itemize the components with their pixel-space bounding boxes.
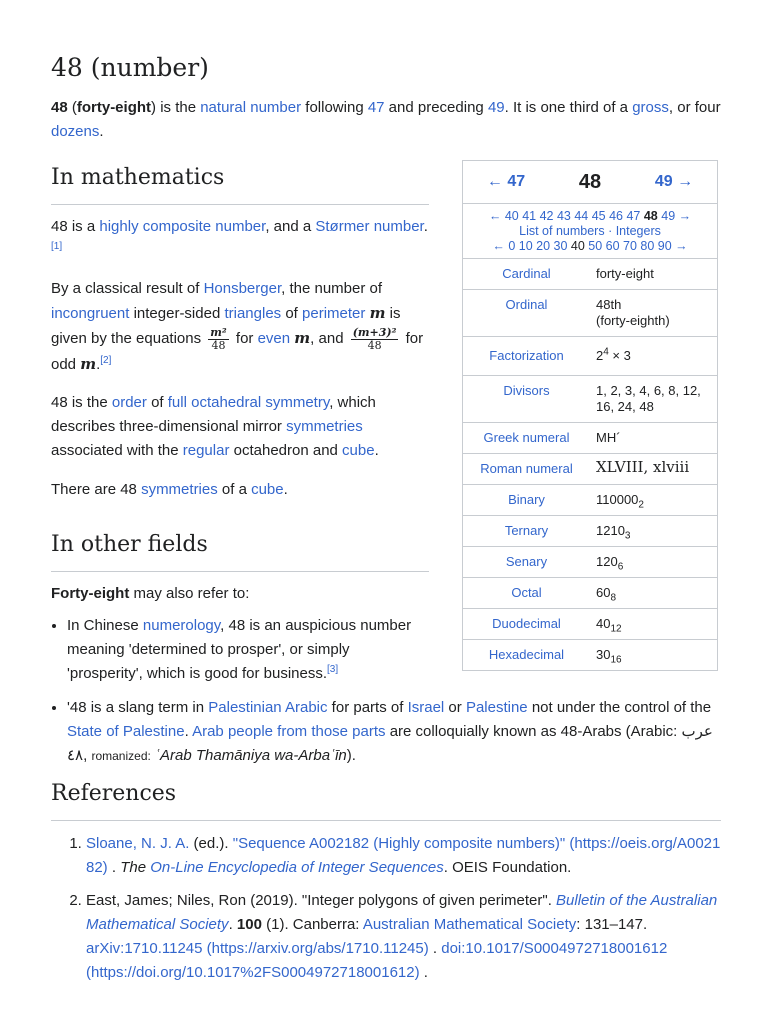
- infobox-row-cardinal: [463, 259, 717, 290]
- infobox-label[interactable]: Senary: [505, 554, 548, 569]
- nav-range-ones[interactable]: ← 40 41 42 43 44 45 46 47: [488, 209, 644, 223]
- page-title: 48 (number): [51, 53, 209, 82]
- references-section: [51, 778, 721, 994]
- infobox-row-roman: [463, 454, 717, 485]
- infobox-value: $2^4 \times 3$: [596, 346, 631, 363]
- gross-link[interactable]: gross: [632, 99, 669, 116]
- section-heading-references: References: [51, 778, 721, 821]
- arabic-text: عرب ٤٨: [67, 723, 713, 764]
- doi-link[interactable]: doi:10.1017/S0004972718001612 (https://doi.org/10.1017%2FS0004972718001612): [86, 940, 668, 981]
- other-fields-list-wide: [51, 696, 721, 768]
- sloane-link[interactable]: Sloane, N. J. A.: [86, 835, 190, 852]
- variable-m: m: [294, 329, 311, 347]
- lead-bold-number: 48: [51, 99, 68, 116]
- other-fields-intro: Forty-eight may also refer to:: [51, 585, 250, 602]
- infobox-value: forty-eight: [596, 266, 654, 281]
- infobox-row-octal: [463, 578, 717, 609]
- infobox-label[interactable]: Binary: [508, 492, 545, 507]
- infobox-header: [463, 161, 717, 204]
- infobox-value: $1210_3$: [596, 523, 631, 542]
- math-paragraph-3: 48 is the order of full octahedral symmetry, which describes three-dimensional mirror symmetries associated with the regular octahedron and cube.: [51, 393, 379, 459]
- even-link[interactable]: even: [257, 330, 291, 347]
- infobox-row-greek: [463, 423, 717, 454]
- list-item: • '48 is a slang term in Palestinian Arabic for parts of Israel or Palestine not under the control of the State of Palestine. Arab people from those parts are colloquially known as 48-Arabs (Arabic: عرب ٤٨, romanized: ʿArab Thamāniya wa-Arbaʿīn).: [67, 696, 721, 768]
- infobox-row-hexadecimal: [463, 640, 717, 670]
- infobox-value: $60_8$: [596, 585, 617, 604]
- infobox-label[interactable]: Ternary: [504, 523, 549, 538]
- perimeter-link[interactable]: perimeter: [302, 305, 366, 322]
- infobox-row-ternary: [463, 516, 717, 547]
- lead-paragraph: 48 (forty-eight) is the natural number following 47 and preceding 49. It is one third of a gross, or four dozens.: [51, 99, 721, 140]
- palestinian-arabic-link[interactable]: Palestinian Arabic: [208, 699, 328, 716]
- cube-link[interactable]: cube: [251, 480, 284, 498]
- infobox-value: 48th (forty-eighth): [596, 297, 670, 328]
- reference-item: 2. East, James; Niles, Ron (2019). "Integer polygons of given perimeter". Bulletin of the Australian Mathematical Society. 100 (1). Canberra: Australian Mathematical Society: 131–147. arXiv:1710.11245 (https://arxiv.org/abs/1710.11245) . doi:10.1017/S0004972718001612 (https://doi.org/10.1017%2FS0004972718001612) .: [86, 889, 721, 985]
- symmetries-link[interactable]: symmetries: [141, 480, 218, 498]
- infobox-row-binary: [463, 485, 717, 516]
- numerology-link[interactable]: numerology: [142, 617, 221, 634]
- infobox-value: ΜΗ´: [596, 430, 621, 445]
- math-paragraph-2: By a classical result of Honsberger, the number of incongruent integer-sided triangles of perimeter m is given by the equations $\frac{\text{m²}}{48}$ for even m, and $\frac{\text{(m+3)²}}{48}$ for odd m.[2]: [51, 280, 424, 373]
- symmetries-link[interactable]: symmetries: [286, 417, 363, 435]
- triangles-link[interactable]: triangles: [224, 305, 282, 322]
- infobox-number-nav: ← 40 41 42 43 44 45 46 47 48 49 → List of numbers · Integers ← 0 10 20 30 40 50 60 70 80 90 →: [463, 204, 717, 259]
- oeis-sequence-link[interactable]: "Sequence A002182 (Highly composite numbers)" (https://oeis.org/A002182): [86, 835, 721, 876]
- infobox-value: $110000_2$: [596, 492, 644, 511]
- other-fields-section: [51, 529, 429, 686]
- cube-link[interactable]: cube: [342, 441, 375, 459]
- references-list: [51, 832, 721, 985]
- honsberger-link[interactable]: Honsberger: [203, 280, 282, 297]
- infobox-label[interactable]: Ordinal: [505, 297, 548, 312]
- variable-m: m: [369, 304, 386, 322]
- incongruent-link[interactable]: incongruent: [51, 305, 130, 322]
- citation-1[interactable]: [1]: [51, 241, 63, 252]
- section-heading-other-fields: In other fields: [51, 529, 429, 572]
- infobox-value: 1, 2, 3, 4, 6, 8, 12, 16, 24, 48: [596, 383, 701, 414]
- number-infobox: [462, 160, 718, 671]
- reference-item: 1. Sloane, N. J. A. (ed.). "Sequence A002182 (Highly composite numbers)" (https://oeis.org/A002182) . The On-Line Encyclopedia of Integer Sequences. OEIS Foundation.: [86, 832, 721, 880]
- regular-link[interactable]: regular: [182, 441, 230, 459]
- infobox-label[interactable]: Octal: [511, 585, 542, 600]
- natural-number-link[interactable]: natural number: [200, 99, 302, 116]
- integers-link[interactable]: Integers: [615, 224, 661, 238]
- next-number-link[interactable]: 49 →: [654, 173, 694, 190]
- infobox-label[interactable]: Hexadecimal: [488, 647, 565, 662]
- infobox-label[interactable]: Greek numeral: [483, 430, 570, 445]
- dozens-link[interactable]: dozens: [51, 123, 100, 140]
- nav-range-tens-next[interactable]: 50 60 70 80 90 →: [584, 239, 688, 253]
- infobox-label[interactable]: Divisors: [503, 383, 550, 398]
- oeis-link[interactable]: On-Line Encyclopedia of Integer Sequences: [150, 859, 444, 876]
- infobox-value: XLVIII, xlviii: [596, 458, 690, 476]
- infobox-value: $120_6$: [596, 554, 624, 573]
- infobox-row-duodecimal: [463, 609, 717, 640]
- palestine-link[interactable]: Palestine: [465, 699, 528, 716]
- lead-alt-name: forty-eight: [76, 99, 152, 116]
- formula-even: $\frac{\text{m²}}{48}$: [210, 325, 227, 352]
- nav-range-tens[interactable]: ← 0 10 20 30: [492, 239, 571, 253]
- citation-2[interactable]: [2]: [100, 354, 112, 366]
- variable-m: m: [80, 354, 97, 373]
- infobox-label[interactable]: Duodecimal: [492, 616, 561, 631]
- infobox-row-divisors: [463, 376, 717, 423]
- infobox-value: $40_{12}$: [596, 616, 622, 635]
- current-number: 48: [578, 171, 602, 193]
- nav-range-ones-next[interactable]: 49 →: [657, 209, 692, 223]
- arxiv-link[interactable]: arXiv:1710.11245 (https://arxiv.org/abs/1710.11245): [86, 940, 429, 957]
- math-paragraph-4: There are 48 symmetries of a cube.: [51, 480, 288, 498]
- formula-odd: $\frac{\text{(m+3)²}}{48}$: [352, 325, 397, 352]
- highly-composite-link[interactable]: highly composite number: [99, 218, 266, 235]
- infobox-row-senary: [463, 547, 717, 578]
- link-49[interactable]: 49: [487, 99, 505, 116]
- mathematics-section: [51, 162, 429, 502]
- octahedral-symmetry-link[interactable]: full octahedral symmetry: [167, 393, 330, 411]
- stormer-number-link[interactable]: Størmer number: [315, 218, 424, 235]
- arab-people-link[interactable]: Arab people from those parts: [192, 723, 386, 740]
- infobox-label[interactable]: Factorization: [489, 348, 564, 363]
- order-link[interactable]: order: [111, 393, 147, 411]
- infobox-row-factorization: [463, 337, 717, 376]
- other-fields-list: [51, 614, 429, 686]
- infobox-label[interactable]: Roman numeral: [480, 461, 573, 476]
- ams-link[interactable]: Australian Mathematical Society: [362, 916, 577, 933]
- infobox-value: $30_{16}$: [596, 647, 622, 666]
- romanized-text: ʿArab Thamāniya wa-Arbaʿīn: [150, 747, 347, 764]
- section-heading-mathematics: In mathematics: [51, 162, 429, 205]
- math-paragraph-1: 48 is a highly composite number, and a Størmer number.[1]: [51, 218, 428, 252]
- bulletin-link[interactable]: Bulletin of the Australian Mathematical Society: [86, 892, 718, 933]
- link-47[interactable]: 47: [367, 99, 385, 116]
- list-of-numbers-link[interactable]: List of numbers: [519, 224, 605, 238]
- state-of-palestine-link[interactable]: State of Palestine: [67, 723, 185, 740]
- citation-3[interactable]: [3]: [327, 664, 339, 675]
- list-item: • In Chinese numerology, 48 is an auspicious number meaning 'determined to prosper', or simply 'prosperity', which is good for business.[3]: [67, 614, 429, 686]
- infobox-label[interactable]: Cardinal: [502, 266, 551, 281]
- prev-number-link[interactable]: ← 47: [486, 173, 526, 190]
- infobox-row-ordinal: [463, 290, 717, 337]
- israel-link[interactable]: Israel: [407, 699, 445, 716]
